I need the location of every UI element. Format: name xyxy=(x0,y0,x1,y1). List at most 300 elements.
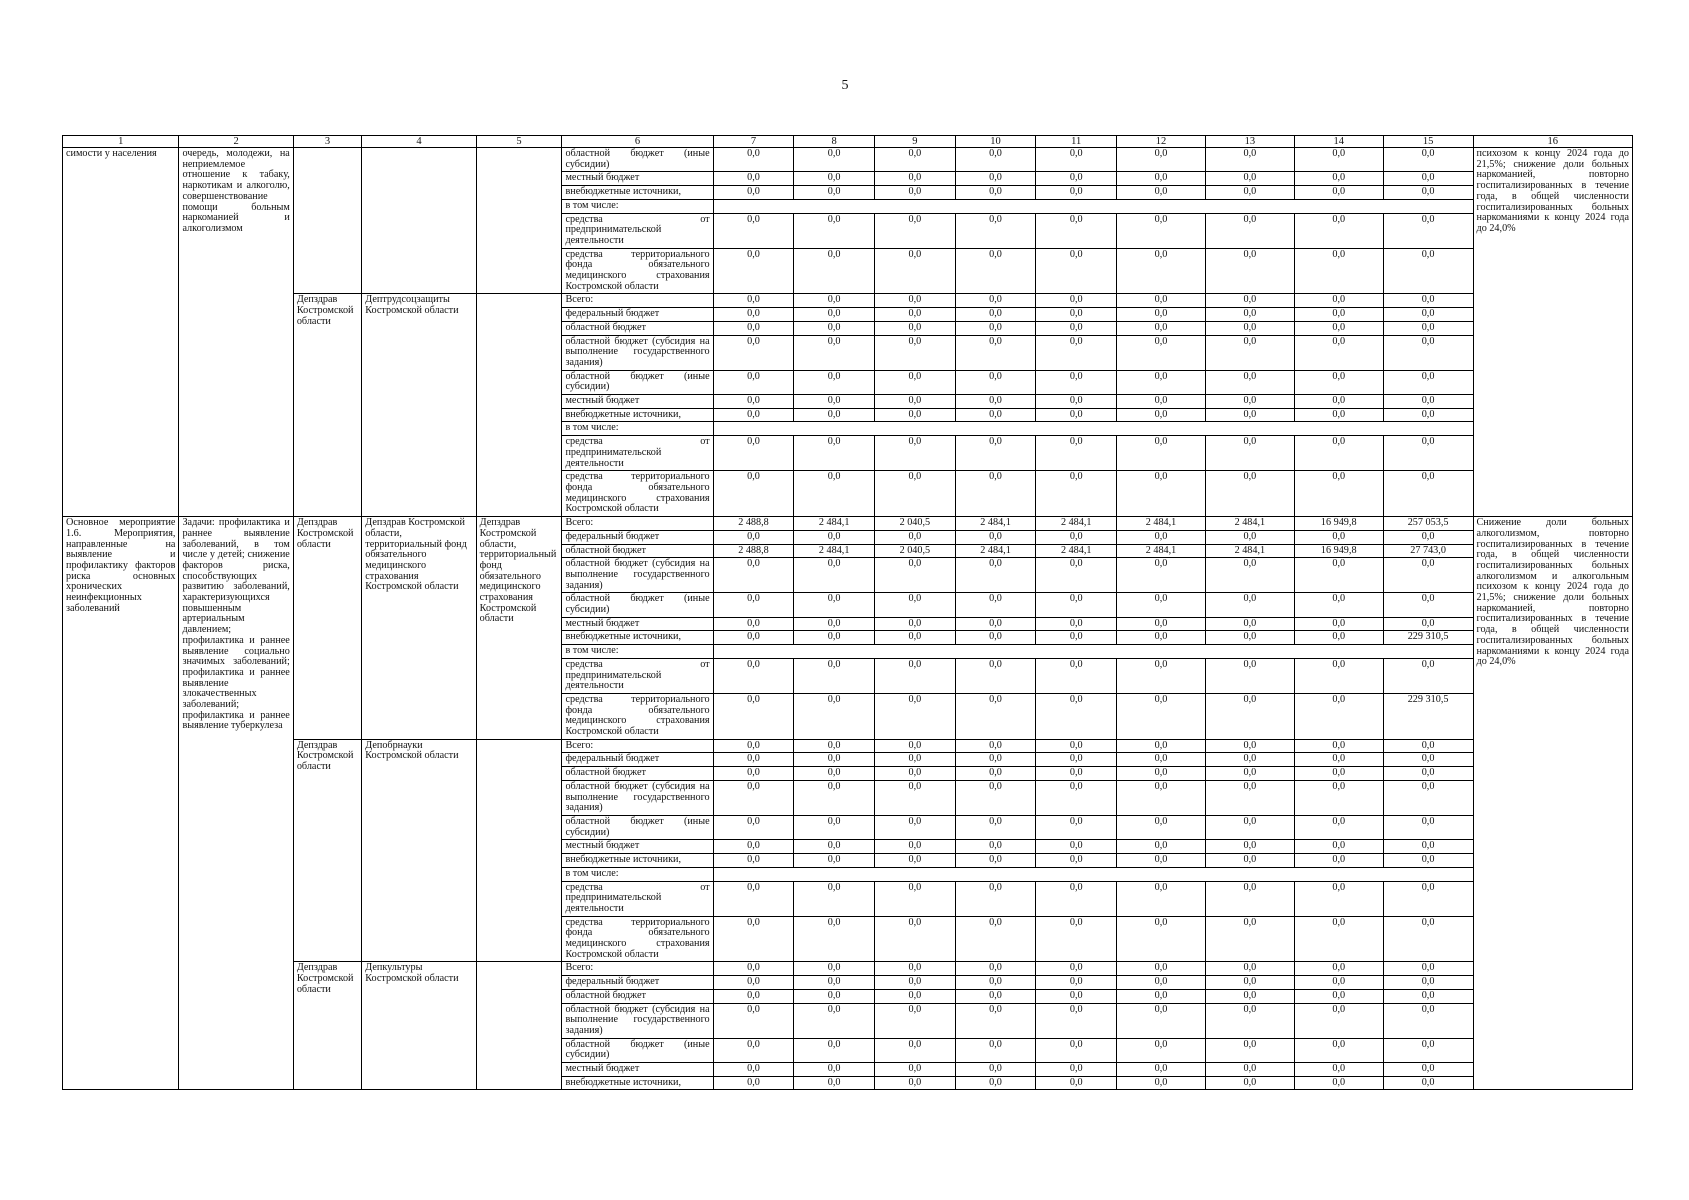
amount-cell: 0,0 xyxy=(1117,530,1206,544)
amount-cell: 0,0 xyxy=(713,335,794,370)
responsible-executor-cell: Депздрав Костромской области xyxy=(293,517,361,740)
responsible-executor-cell: Депздрав Костромской области xyxy=(293,739,361,962)
funding-source-label: областной бюджет (субсидия на выполнение государственного задания) xyxy=(562,335,713,370)
responsible-executor-cell xyxy=(293,148,361,294)
amount-cell: 0,0 xyxy=(794,1003,875,1038)
amount-cell: 0,0 xyxy=(875,1003,956,1038)
amount-cell: 0,0 xyxy=(1294,172,1383,186)
amount-cell: 0,0 xyxy=(794,815,875,839)
amount-cell: 0,0 xyxy=(794,881,875,916)
amount-cell: 0,0 xyxy=(794,767,875,781)
column-number: 6 xyxy=(562,136,713,148)
expected-result-cell: психозом к концу 2024 года до 21,5%; снижение доли больных наркоманией, повторно госпитализированных в течение года, в общей численности госпитализированных больных наркоманиями к концу 2024 года до 24,0% xyxy=(1473,148,1632,517)
amount-cell: 0,0 xyxy=(1036,321,1117,335)
funding-source-label: областной бюджет (иные субсидии) xyxy=(562,593,713,617)
amount-cell: 0,0 xyxy=(875,767,956,781)
amount-cell: 0,0 xyxy=(1383,308,1473,322)
amount-cell: 0,0 xyxy=(713,308,794,322)
amount-cell: 0,0 xyxy=(713,148,794,172)
table-row xyxy=(63,294,1633,308)
funding-source-label: областной бюджет xyxy=(562,321,713,335)
funding-source-label: внебюджетные источники, xyxy=(562,1076,713,1090)
amount-cell: 0,0 xyxy=(794,186,875,200)
amount-cell: 0,0 xyxy=(955,840,1036,854)
amount-cell: 0,0 xyxy=(875,148,956,172)
amount-cell: 0,0 xyxy=(1205,248,1294,294)
amount-cell: 0,0 xyxy=(1036,631,1117,645)
amount-cell: 0,0 xyxy=(713,753,794,767)
amount-cell: 0,0 xyxy=(1205,1038,1294,1062)
funding-source-label: в том числе: xyxy=(562,645,713,659)
amount-cell: 0,0 xyxy=(955,976,1036,990)
amount-cell: 2 484,1 xyxy=(1036,517,1117,531)
amount-cell: 2 484,1 xyxy=(1117,544,1206,558)
event-name-cell: симости у населения xyxy=(63,148,179,517)
amount-cell: 0,0 xyxy=(1294,631,1383,645)
amount-cell: 0,0 xyxy=(794,962,875,976)
amount-cell: 0,0 xyxy=(713,815,794,839)
funding-source-label: областной бюджет (субсидия на выполнение государственного задания) xyxy=(562,1003,713,1038)
amount-cell: 0,0 xyxy=(1383,815,1473,839)
amount-cell: 0,0 xyxy=(955,471,1036,517)
amount-cell: 0,0 xyxy=(713,739,794,753)
funding-source-label: средства от предпринимательской деятельности xyxy=(562,436,713,471)
amount-cell: 0,0 xyxy=(955,395,1036,409)
amount-cell: 0,0 xyxy=(1294,321,1383,335)
amount-cell: 0,0 xyxy=(1294,739,1383,753)
funding-source-label: областной бюджет (иные субсидии) xyxy=(562,1038,713,1062)
amount-cell: 0,0 xyxy=(1036,753,1117,767)
funding-source-label: областной бюджет (субсидия на выполнение государственного задания) xyxy=(562,558,713,593)
amount-cell: 0,0 xyxy=(1383,976,1473,990)
participant-cell xyxy=(476,739,562,962)
amount-cell: 0,0 xyxy=(1383,395,1473,409)
column-number: 12 xyxy=(1117,136,1206,148)
funding-source-label: средства территориального фонда обязательного медицинского страхования Костромской области xyxy=(562,248,713,294)
amount-cell: 0,0 xyxy=(1294,767,1383,781)
amount-cell: 0,0 xyxy=(1036,213,1117,248)
amount-cell: 0,0 xyxy=(713,962,794,976)
amount-cell: 0,0 xyxy=(1036,148,1117,172)
amount-cell: 2 040,5 xyxy=(875,517,956,531)
amount-cell: 0,0 xyxy=(1294,693,1383,739)
amount-cell: 0,0 xyxy=(1294,471,1383,517)
amount-cell: 0,0 xyxy=(1036,881,1117,916)
amount-cell: 0,0 xyxy=(1383,436,1473,471)
amount-cell: 0,0 xyxy=(955,881,1036,916)
amount-cell: 0,0 xyxy=(794,436,875,471)
funding-source-label: областной бюджет (иные субсидии) xyxy=(562,370,713,394)
amount-cell: 0,0 xyxy=(1294,294,1383,308)
amount-cell: 229 310,5 xyxy=(1383,631,1473,645)
amount-cell: 0,0 xyxy=(1036,370,1117,394)
amount-cell: 0,0 xyxy=(955,335,1036,370)
amount-cell: 0,0 xyxy=(1117,976,1206,990)
amount-cell: 0,0 xyxy=(1294,436,1383,471)
amount-cell: 0,0 xyxy=(1294,1038,1383,1062)
amount-cell: 0,0 xyxy=(1383,1038,1473,1062)
amount-cell: 0,0 xyxy=(1036,693,1117,739)
amount-cell: 0,0 xyxy=(1205,840,1294,854)
amount-cell: 0,0 xyxy=(1383,739,1473,753)
amount-cell: 0,0 xyxy=(1117,395,1206,409)
amount-cell: 0,0 xyxy=(713,395,794,409)
funding-source-label: областной бюджет xyxy=(562,989,713,1003)
amount-cell: 0,0 xyxy=(1294,989,1383,1003)
amount-cell: 0,0 xyxy=(1205,408,1294,422)
amount-cell: 0,0 xyxy=(955,370,1036,394)
funding-source-label: областной бюджет (субсидия на выполнение государственного задания) xyxy=(562,780,713,815)
column-number: 7 xyxy=(713,136,794,148)
amount-cell: 0,0 xyxy=(1294,370,1383,394)
amount-cell: 2 488,8 xyxy=(713,517,794,531)
amount-cell: 0,0 xyxy=(794,294,875,308)
amount-cell: 0,0 xyxy=(875,739,956,753)
amount-cell: 0,0 xyxy=(1036,408,1117,422)
amount-cell: 0,0 xyxy=(875,530,956,544)
amount-cell: 0,0 xyxy=(713,370,794,394)
amount-cell: 0,0 xyxy=(1036,1003,1117,1038)
amount-cell: 0,0 xyxy=(1036,248,1117,294)
amount-cell: 0,0 xyxy=(1294,617,1383,631)
amount-cell: 0,0 xyxy=(1294,1063,1383,1077)
amount-cell: 2 484,1 xyxy=(1205,517,1294,531)
amount-cell: 0,0 xyxy=(794,593,875,617)
amount-cell: 0,0 xyxy=(1117,1003,1206,1038)
amount-cell: 0,0 xyxy=(794,1038,875,1062)
amount-cell: 0,0 xyxy=(713,248,794,294)
column-number: 8 xyxy=(794,136,875,148)
amount-cell: 0,0 xyxy=(1117,248,1206,294)
amount-cell: 2 040,5 xyxy=(875,544,956,558)
amount-cell: 0,0 xyxy=(713,186,794,200)
amount-cell: 0,0 xyxy=(1036,294,1117,308)
amount-cell: 0,0 xyxy=(1205,815,1294,839)
amount-cell: 0,0 xyxy=(1117,881,1206,916)
amount-cell: 0,0 xyxy=(1294,213,1383,248)
column-number: 1 xyxy=(63,136,179,148)
amount-cell: 0,0 xyxy=(1036,815,1117,839)
amount-cell: 0,0 xyxy=(1205,1063,1294,1077)
amount-cell: 0,0 xyxy=(1036,767,1117,781)
amount-cell: 0,0 xyxy=(955,780,1036,815)
amount-cell: 0,0 xyxy=(1205,471,1294,517)
amount-cell: 0,0 xyxy=(955,530,1036,544)
amount-cell: 0,0 xyxy=(1117,436,1206,471)
amount-cell: 0,0 xyxy=(1205,148,1294,172)
amount-cell: 2 484,1 xyxy=(955,517,1036,531)
amount-cell: 0,0 xyxy=(1383,148,1473,172)
amount-cell: 2 484,1 xyxy=(794,544,875,558)
amount-cell: 0,0 xyxy=(794,989,875,1003)
amount-cell: 0,0 xyxy=(1117,989,1206,1003)
amount-cell: 0,0 xyxy=(875,780,956,815)
amount-cell: 0,0 xyxy=(875,308,956,322)
amount-cell: 0,0 xyxy=(713,658,794,693)
amount-cell: 0,0 xyxy=(1294,840,1383,854)
empty-values-cell xyxy=(713,645,1473,659)
amount-cell: 0,0 xyxy=(794,530,875,544)
amount-cell: 0,0 xyxy=(1117,916,1206,962)
amount-cell: 0,0 xyxy=(713,780,794,815)
participant-cell: Депздрав Костромской области, территориальный фонд обязательного медицинского страхования Костромской области xyxy=(476,517,562,740)
amount-cell: 0,0 xyxy=(1294,395,1383,409)
amount-cell: 0,0 xyxy=(1036,308,1117,322)
amount-cell: 0,0 xyxy=(713,593,794,617)
amount-cell: 0,0 xyxy=(955,308,1036,322)
amount-cell: 0,0 xyxy=(955,1063,1036,1077)
co-executor-cell: Депздрав Костромской области, территориальный фонд обязательного медицинского страхования Костромской области xyxy=(362,517,476,740)
amount-cell: 0,0 xyxy=(1036,335,1117,370)
tasks-cell: Задачи: профилактика и раннее выявление заболеваний, в том числе у детей; снижение факторов риска, способствующих развитию заболеваний, характеризующихся повышенным артериальным давлением; профилактика и раннее выявление социально значимых заболеваний; профилактика и раннее выявление злокачественных заболеваний; профилактика и раннее выявление туберкулеза xyxy=(179,517,293,1090)
amount-cell: 0,0 xyxy=(1294,962,1383,976)
amount-cell: 0,0 xyxy=(1383,172,1473,186)
amount-cell: 0,0 xyxy=(713,294,794,308)
column-number: 16 xyxy=(1473,136,1632,148)
amount-cell: 0,0 xyxy=(875,471,956,517)
amount-cell: 0,0 xyxy=(955,186,1036,200)
amount-cell: 2 484,1 xyxy=(1036,544,1117,558)
amount-cell: 0,0 xyxy=(955,248,1036,294)
amount-cell: 0,0 xyxy=(1117,558,1206,593)
amount-cell: 0,0 xyxy=(1117,172,1206,186)
amount-cell: 0,0 xyxy=(1205,294,1294,308)
amount-cell: 0,0 xyxy=(1294,408,1383,422)
amount-cell: 0,0 xyxy=(1383,962,1473,976)
amount-cell: 0,0 xyxy=(1294,881,1383,916)
table-row xyxy=(63,739,1633,753)
amount-cell: 0,0 xyxy=(1036,1076,1117,1090)
amount-cell: 0,0 xyxy=(1294,916,1383,962)
amount-cell: 0,0 xyxy=(875,815,956,839)
column-number: 5 xyxy=(476,136,562,148)
amount-cell: 0,0 xyxy=(875,1076,956,1090)
co-executor-cell xyxy=(362,148,476,294)
amount-cell: 0,0 xyxy=(794,617,875,631)
amount-cell: 0,0 xyxy=(955,593,1036,617)
amount-cell: 2 484,1 xyxy=(794,517,875,531)
amount-cell: 0,0 xyxy=(1383,780,1473,815)
column-number-row xyxy=(63,136,1633,148)
amount-cell: 0,0 xyxy=(955,767,1036,781)
amount-cell: 2 484,1 xyxy=(1117,517,1206,531)
amount-cell: 0,0 xyxy=(713,436,794,471)
funding-source-label: федеральный бюджет xyxy=(562,753,713,767)
amount-cell: 0,0 xyxy=(1036,976,1117,990)
participant-cell xyxy=(476,962,562,1090)
column-number: 4 xyxy=(362,136,476,148)
amount-cell: 0,0 xyxy=(1117,294,1206,308)
amount-cell: 0,0 xyxy=(794,335,875,370)
amount-cell: 0,0 xyxy=(1383,989,1473,1003)
co-executor-cell: Дептрудсоцзащиты Костромской области xyxy=(362,294,476,517)
funding-source-label: внебюджетные источники, xyxy=(562,186,713,200)
funding-source-label: федеральный бюджет xyxy=(562,530,713,544)
amount-cell: 0,0 xyxy=(713,881,794,916)
amount-cell: 0,0 xyxy=(955,408,1036,422)
column-number: 14 xyxy=(1294,136,1383,148)
amount-cell: 0,0 xyxy=(1205,186,1294,200)
amount-cell: 27 743,0 xyxy=(1383,544,1473,558)
amount-cell: 0,0 xyxy=(1117,308,1206,322)
amount-cell: 0,0 xyxy=(1036,658,1117,693)
amount-cell: 0,0 xyxy=(1205,631,1294,645)
amount-cell: 0,0 xyxy=(1036,471,1117,517)
amount-cell: 0,0 xyxy=(1117,840,1206,854)
responsible-executor-cell: Депздрав Костромской области xyxy=(293,962,361,1090)
amount-cell: 0,0 xyxy=(713,1003,794,1038)
tasks-cell: очередь, молодежи, на неприемлемое отношение к табаку, наркотикам и алкоголю, совершенствование помощи больным наркоманией и алкоголизмом xyxy=(179,148,293,517)
amount-cell: 0,0 xyxy=(1205,1076,1294,1090)
amount-cell: 0,0 xyxy=(1036,1063,1117,1077)
amount-cell: 0,0 xyxy=(713,530,794,544)
amount-cell: 0,0 xyxy=(955,294,1036,308)
funding-source-label: местный бюджет xyxy=(562,395,713,409)
responsible-executor-cell: Депздрав Костромской области xyxy=(293,294,361,517)
funding-source-label: внебюджетные источники, xyxy=(562,631,713,645)
amount-cell: 0,0 xyxy=(955,693,1036,739)
column-number: 10 xyxy=(955,136,1036,148)
amount-cell: 0,0 xyxy=(1036,395,1117,409)
amount-cell: 0,0 xyxy=(713,1076,794,1090)
amount-cell: 0,0 xyxy=(713,471,794,517)
amount-cell: 0,0 xyxy=(1117,370,1206,394)
amount-cell: 0,0 xyxy=(1117,1063,1206,1077)
amount-cell: 0,0 xyxy=(875,962,956,976)
amount-cell: 0,0 xyxy=(1383,248,1473,294)
funding-source-label: местный бюджет xyxy=(562,840,713,854)
amount-cell: 0,0 xyxy=(875,753,956,767)
amount-cell: 0,0 xyxy=(875,693,956,739)
amount-cell: 0,0 xyxy=(713,693,794,739)
amount-cell: 0,0 xyxy=(875,881,956,916)
amount-cell: 0,0 xyxy=(875,408,956,422)
amount-cell: 0,0 xyxy=(713,558,794,593)
column-number: 11 xyxy=(1036,136,1117,148)
amount-cell: 16 949,8 xyxy=(1294,517,1383,531)
amount-cell: 0,0 xyxy=(1117,767,1206,781)
amount-cell: 0,0 xyxy=(1294,976,1383,990)
amount-cell: 0,0 xyxy=(1383,767,1473,781)
column-number: 15 xyxy=(1383,136,1473,148)
amount-cell: 0,0 xyxy=(875,631,956,645)
amount-cell: 0,0 xyxy=(794,840,875,854)
amount-cell: 0,0 xyxy=(1294,248,1383,294)
amount-cell: 0,0 xyxy=(1036,739,1117,753)
budget-table xyxy=(62,135,1633,1090)
amount-cell: 0,0 xyxy=(794,976,875,990)
amount-cell: 0,0 xyxy=(1117,631,1206,645)
amount-cell: 0,0 xyxy=(955,631,1036,645)
funding-source-label: Всего: xyxy=(562,294,713,308)
amount-cell: 0,0 xyxy=(1383,294,1473,308)
amount-cell: 0,0 xyxy=(1294,558,1383,593)
amount-cell: 0,0 xyxy=(1205,693,1294,739)
amount-cell: 0,0 xyxy=(1117,962,1206,976)
column-number: 3 xyxy=(293,136,361,148)
amount-cell: 0,0 xyxy=(955,916,1036,962)
amount-cell: 0,0 xyxy=(1383,658,1473,693)
amount-cell: 0,0 xyxy=(1117,815,1206,839)
funding-source-label: Всего: xyxy=(562,739,713,753)
amount-cell: 0,0 xyxy=(875,976,956,990)
amount-cell: 0,0 xyxy=(1036,172,1117,186)
amount-cell: 0,0 xyxy=(1205,916,1294,962)
column-number: 2 xyxy=(179,136,293,148)
amount-cell: 0,0 xyxy=(1294,1003,1383,1038)
amount-cell: 0,0 xyxy=(713,989,794,1003)
funding-source-label: местный бюджет xyxy=(562,1063,713,1077)
amount-cell: 0,0 xyxy=(1036,840,1117,854)
amount-cell: 0,0 xyxy=(955,436,1036,471)
table-row xyxy=(63,962,1633,976)
amount-cell: 0,0 xyxy=(955,753,1036,767)
amount-cell: 0,0 xyxy=(713,631,794,645)
amount-cell: 0,0 xyxy=(875,1063,956,1077)
amount-cell: 0,0 xyxy=(794,916,875,962)
amount-cell: 0,0 xyxy=(875,1038,956,1062)
amount-cell: 0,0 xyxy=(794,854,875,868)
amount-cell: 0,0 xyxy=(955,617,1036,631)
amount-cell: 0,0 xyxy=(1383,1003,1473,1038)
amount-cell: 0,0 xyxy=(1117,408,1206,422)
amount-cell: 0,0 xyxy=(875,370,956,394)
amount-cell: 0,0 xyxy=(713,213,794,248)
column-number: 13 xyxy=(1205,136,1294,148)
amount-cell: 0,0 xyxy=(713,1063,794,1077)
amount-cell: 0,0 xyxy=(1036,989,1117,1003)
amount-cell: 0,0 xyxy=(794,471,875,517)
amount-cell: 0,0 xyxy=(713,840,794,854)
expected-result-cell: Снижение доли больных алкоголизмом, повторно госпитализированных в течение года, в общей численности госпитализированных больных алкоголизмом и алкогольным психозом к концу 2024 года до 21,5%; снижение доли больных наркоманией, повторно госпитализированных в течение года, в общей численности госпитализированных больных наркоманиями к концу 2024 года до 24,0% xyxy=(1473,517,1632,1090)
amount-cell: 0,0 xyxy=(1383,370,1473,394)
amount-cell: 0,0 xyxy=(713,172,794,186)
empty-values-cell xyxy=(713,867,1473,881)
amount-cell: 0,0 xyxy=(1117,213,1206,248)
amount-cell: 0,0 xyxy=(955,658,1036,693)
amount-cell: 0,0 xyxy=(1205,321,1294,335)
funding-source-label: внебюджетные источники, xyxy=(562,408,713,422)
amount-cell: 0,0 xyxy=(1205,881,1294,916)
amount-cell: 0,0 xyxy=(875,294,956,308)
amount-cell: 0,0 xyxy=(875,558,956,593)
amount-cell: 0,0 xyxy=(1383,408,1473,422)
funding-source-label: областной бюджет (иные субсидии) xyxy=(562,815,713,839)
amount-cell: 0,0 xyxy=(875,213,956,248)
amount-cell: 0,0 xyxy=(1383,530,1473,544)
amount-cell: 0,0 xyxy=(1383,593,1473,617)
amount-cell: 0,0 xyxy=(713,976,794,990)
amount-cell: 0,0 xyxy=(1205,658,1294,693)
amount-cell: 0,0 xyxy=(794,631,875,645)
amount-cell: 0,0 xyxy=(875,436,956,471)
amount-cell: 0,0 xyxy=(1036,530,1117,544)
empty-values-cell xyxy=(713,422,1473,436)
amount-cell: 16 949,8 xyxy=(1294,544,1383,558)
amount-cell: 0,0 xyxy=(794,1063,875,1077)
funding-source-label: средства от предпринимательской деятельности xyxy=(562,881,713,916)
funding-source-label: в том числе: xyxy=(562,422,713,436)
amount-cell: 0,0 xyxy=(875,854,956,868)
amount-cell: 0,0 xyxy=(1205,593,1294,617)
amount-cell: 0,0 xyxy=(1294,815,1383,839)
amount-cell: 0,0 xyxy=(1036,593,1117,617)
table-row xyxy=(63,517,1633,531)
amount-cell: 257 053,5 xyxy=(1383,517,1473,531)
amount-cell: 0,0 xyxy=(1205,558,1294,593)
amount-cell: 0,0 xyxy=(794,693,875,739)
amount-cell: 0,0 xyxy=(794,739,875,753)
